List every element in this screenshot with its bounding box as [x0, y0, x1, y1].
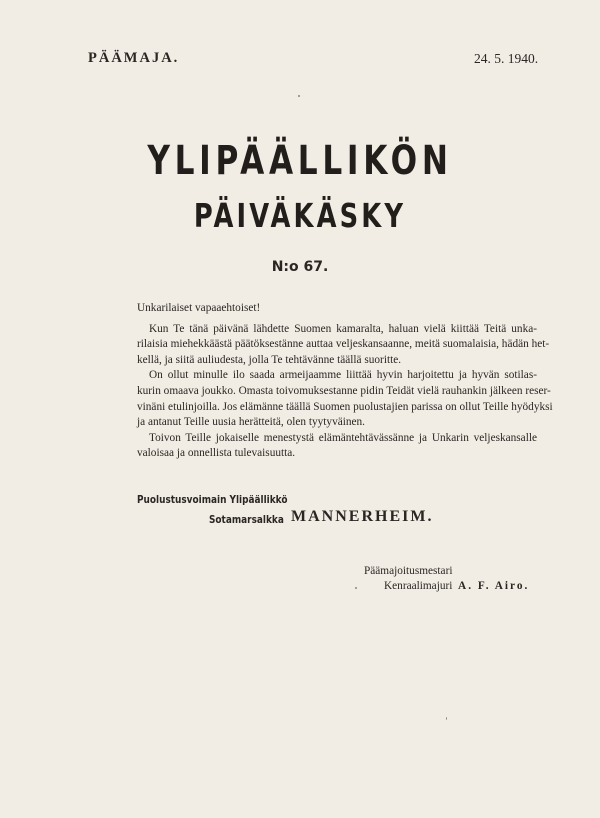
paper-speck: [298, 95, 300, 97]
countersignatory-name: A. F. Airo.: [458, 580, 530, 592]
body-line: valoisaa ja onnellista tulevaisuutta.: [137, 447, 296, 460]
date-heading: 24. 5. 1940.: [474, 51, 539, 66]
signatory-title: Puolustusvoimain Ylipäällikkö: [137, 494, 288, 506]
order-number: N:o 67.: [271, 259, 329, 275]
order-body: [137, 301, 553, 462]
body-line: rilaisia miehekkäästä päätöksestänne auttaa veljeskansaanne, meitä suomalaisia, hädän het-: [137, 338, 550, 351]
countersignatory-line: [384, 580, 529, 592]
salutation: Unkarilaiset vapaaehtoiset!: [137, 302, 261, 314]
body-line: On ollut minulle ilo saada armeijaamme liittää hyvin harjoitettu ja hyvän sotilas-: [149, 369, 537, 382]
place-heading: PÄÄMAJA.: [88, 50, 180, 66]
body-line: Kun Te tänä päivänä lähdette Suomen kamaralta, haluan vielä kiittää Teitä unka-: [149, 322, 537, 335]
body-line: ja antanut Teille uusia herätteitä, olen tyytyväinen.: [137, 416, 366, 429]
body-line: kellä, ja siitä auliudesta, jolla Te tehtävänne täällä suoritte.: [137, 353, 402, 366]
title-line-2: PÄIVÄKÄSKY: [193, 196, 407, 235]
countersignatory-title: Päämajoitusmestari: [364, 565, 453, 577]
countersignatory-rank: Kenraalimajuri: [384, 580, 453, 592]
paper-speck: [355, 587, 357, 589]
body-line: kurin omaava joukko. Omasta toivomuksestanne pidin Teidät vielä rauhankin jälkeen reser-: [137, 384, 551, 397]
paper-speck: [446, 717, 447, 720]
signatory-rank: Sotamarsalkka: [209, 514, 284, 526]
signatory-name: MANNERHEIM.: [291, 508, 434, 525]
body-line: vinäni etulinjoilla. Jos elämänne täällä Suomen puolustajien parissa on ollut Teille hyödyksi: [137, 400, 553, 413]
title-line-1: YLIPÄÄLLIKÖN: [147, 138, 453, 184]
body-line: Toivon Teille jokaiselle menestystä elämäntehtävässänne ja Unkarin veljeskansalle: [149, 431, 537, 444]
